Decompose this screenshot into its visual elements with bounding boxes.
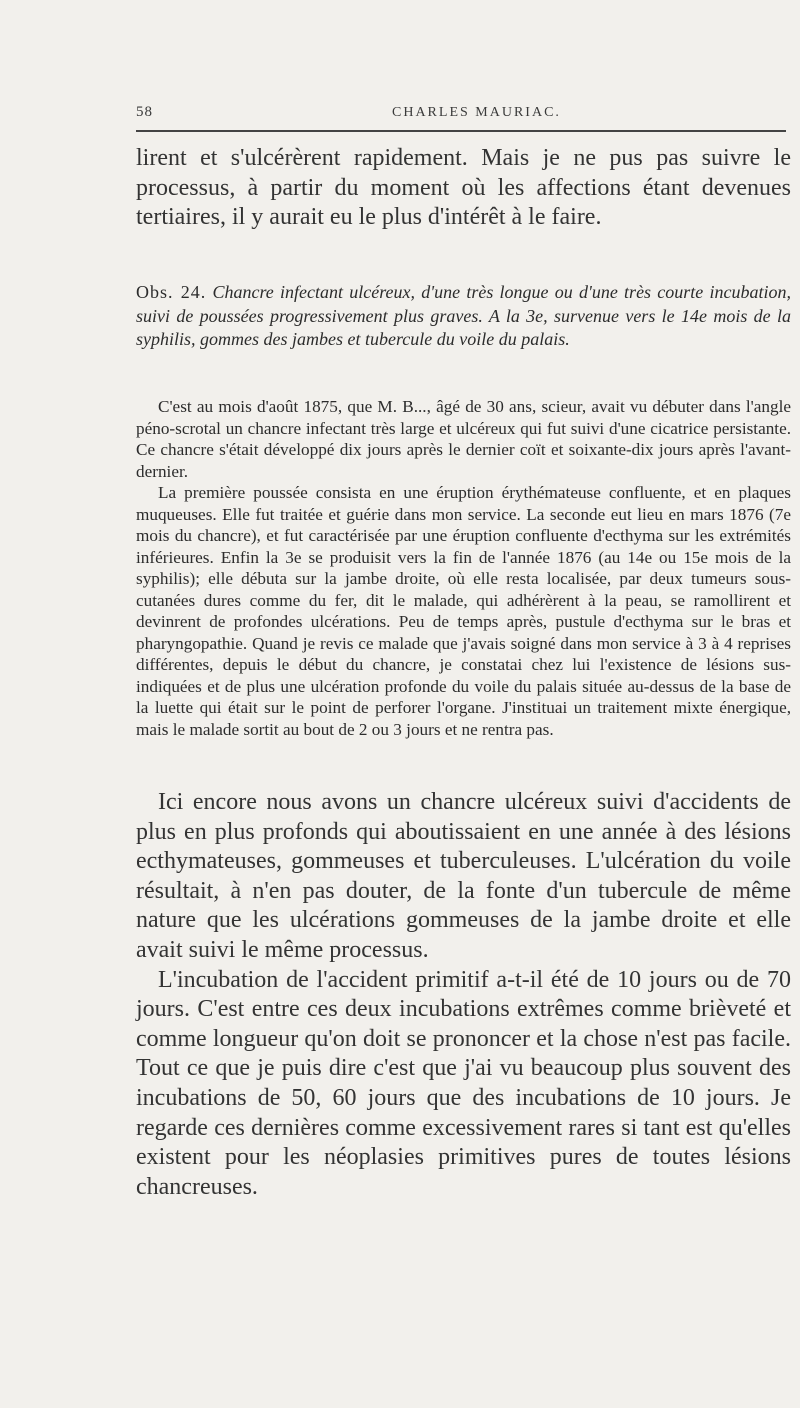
header-rule [136,130,786,132]
page-header [136,104,786,132]
discussion [136,788,791,1202]
case-report [136,396,791,740]
observation-title: Chancre infectant ulcéreux, d'une très longue ou d'une très courte incubation, suivi de poussées progressivement plus graves. A la 3e, survenue vers le 14e mois de la syphilis, gommes des jambes et tubercule du voile du palais. [136,282,791,349]
case-paragraph-2: La première poussée consista en une éruption érythémateuse confluente, et en plaques muqueuses. Elle fut traitée et guérie dans mon service. La seconde eut lieu en mars 1876 (7e mois du chancre), et fut caractérisée par une éruption confluente d'ecthyma sur les extrémités inférieures. Enfin la 3e se produisit vers la fin de l'année 1876 (au 14e ou 15e mois de la syphilis); elle débuta sur la jambe droite, où elle resta localisée, par deux tumeurs sous-cutanées dures comme du fer, dit le malade, qui adhérèrent à la peau, se ramollirent et devinrent de profondes ulcérations. Peu de temps après, pustule d'ecthyma sur le bras et pharyngopathie. Quand je revis ce malade que j'avais soigné dans mon service à 3 à 4 reprises différentes, depuis le début du chancre, je constatai chez lui l'existence de lésions sus-indiquées et de plus une ulcération profonde du voile du palais située au-dessus de la base de la luette qui était sur le point de perforer l'organe. J'instituai un traitement mixte énergique, mais le malade sortit au bout de 2 ou 3 jours et ne rentra pas. [136,483,791,739]
case-paragraph-1: C'est au mois d'août 1875, que M. B..., âgé de 30 ans, scieur, avait vu débuter dans l'angle péno-scrotal un chancre infectant très large et ulcéreux qui fut suivi d'une cicatrice persistante. Ce chancre s'était développé dix jours après le dernier coït et soixante-dix jours après l'avant-dernier. [136,397,791,481]
discussion-paragraph-1: Ici encore nous avons un chancre ulcéreux suivi d'accidents de plus en plus profonds qui aboutissaient en une année à des lésions ecthymateuses, gommeuses et tuberculeuses. L'ulcération du voile résultait, à n'en pas douter, de la fonte d'un tubercule de même nature que les ulcérations gommeuses de la jambe droite et elle avait suivi le même processus. [136,789,791,963]
observation-label: Obs. 24. [136,282,207,302]
page-number: 58 [136,104,153,120]
top-paragraph: lirent et s'ulcérèrent rapidement. Mais je ne pus pas suivre le processus, à partir du moment où les affections étant devenues tertiaires, il y aurait eu le plus d'intérêt à le faire. [136,145,791,231]
running-head: CHARLES MAURIAC. [392,105,561,120]
observation-heading [136,281,791,352]
discussion-paragraph-2: L'incubation de l'accident primitif a-t-il été de 10 jours ou de 70 jours. C'est entre ces deux incubations extrêmes comme brièveté et comme longueur qu'on doit se prononcer et la chose n'est pas facile. Tout ce que je puis dire c'est que j'ai vu beaucoup plus souvent des incubations de 50, 60 jours que des incubations de 10 jours. Je regarde ces dernières comme excessivement rares si tant est qu'elles existent pour les néoplasies primitives pures de toutes lésions chancreuses. [136,966,791,1200]
